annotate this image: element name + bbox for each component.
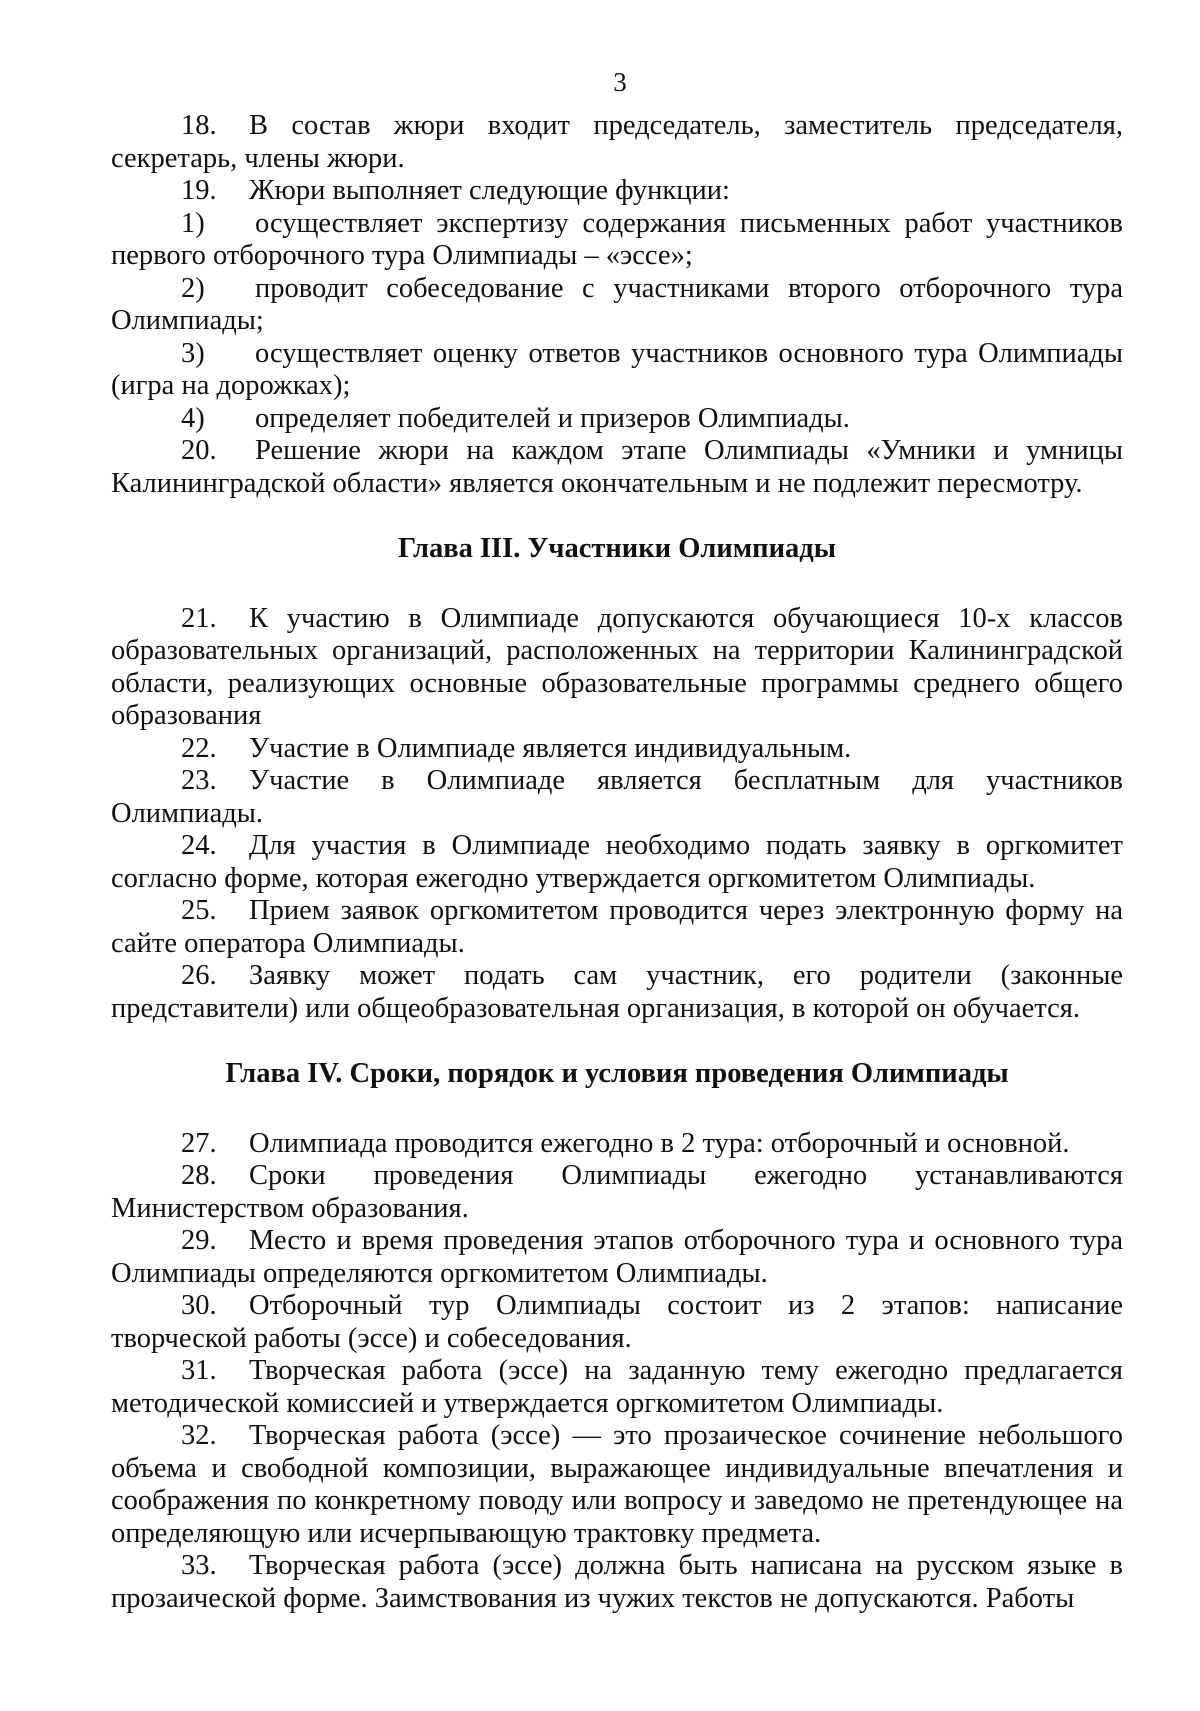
paragraph-31	[111, 1355, 1123, 1420]
paragraph-32	[111, 1420, 1123, 1550]
chapter-4-heading: Глава IV. Сроки, порядок и условия проведения Олимпиады	[225, 1058, 1009, 1089]
paragraph-20	[111, 435, 1123, 500]
paragraph-number: 27.	[181, 1127, 217, 1159]
paragraph-text: К участию в Олимпиаде допускаются обучающиеся 10-х классов образовательных организаций, расположенных на территории Калининградской области, реализующих основные образовательные программы среднего общего образования	[111, 602, 1123, 731]
paragraph-text: Отборочный тур Олимпиады состоит из 2 этапов: написание творческой работы (эссе) и собеседования.	[111, 1290, 1123, 1354]
paragraph-18	[111, 110, 1123, 175]
paragraph-number: 26.	[181, 960, 217, 991]
paragraph-30	[111, 1290, 1123, 1355]
paragraph-text: Олимпиада проводится ежегодно в 2 тура: отборочный и основной.	[249, 1127, 1070, 1159]
subitem-number: 3)	[181, 337, 205, 369]
paragraph-22	[111, 733, 1123, 766]
paragraph-number: 20.	[181, 435, 217, 466]
paragraph-text: Творческая работа (эссе) должна быть написана на русском языке в прозаической форме. Заимствования из чужих текстов не допускаются. Работы	[111, 1550, 1123, 1614]
paragraph-text: Жюри выполняет следующие функции:	[249, 175, 730, 206]
paragraph-number: 22.	[181, 732, 217, 764]
subitem-number: 4)	[181, 402, 205, 434]
paragraph-24	[111, 830, 1123, 895]
paragraph-text: Для участия в Олимпиаде необходимо подать заявку в оргкомитет согласно форме, которая ежегодно утверждается оргкомитетом Олимпиады.	[111, 830, 1123, 894]
subitem-text: определяет победителей и призеров Олимпиады.	[255, 402, 850, 434]
paragraph-text: Участие в Олимпиаде является бесплатным для участников Олимпиады.	[111, 765, 1123, 829]
paragraph-21	[111, 603, 1123, 733]
chapter-3-heading: Глава III. Участники Олимпиады	[398, 533, 836, 564]
paragraph-26	[111, 960, 1123, 1025]
document-body	[111, 110, 1123, 1615]
paragraph-text: Сроки проведения Олимпиады ежегодно устанавливаются Министерством образования.	[111, 1160, 1123, 1224]
paragraph-number: 21.	[181, 602, 217, 634]
subitem-number: 1)	[181, 207, 205, 239]
paragraph-number: 23.	[181, 765, 217, 796]
paragraph-text: Место и время проведения этапов отборочного тура и основного тура Олимпиады определяются оргкомитетом Олимпиады.	[111, 1225, 1123, 1289]
paragraph-23	[111, 765, 1123, 830]
paragraph-number: 31.	[181, 1355, 217, 1386]
paragraph-text: Решение жюри на каждом этапе Олимпиады «Умники и умницы Калининградской области» является окончательным и не подлежит пересмотру.	[111, 435, 1123, 499]
paragraph-text: В состав жюри входит председатель, заместитель председателя, секретарь, члены жюри.	[111, 110, 1123, 174]
paragraph-number: 33.	[181, 1550, 217, 1581]
paragraph-number: 28.	[181, 1160, 217, 1191]
paragraph-33	[111, 1550, 1123, 1615]
paragraph-text: Участие в Олимпиаде является индивидуальным.	[249, 732, 852, 764]
paragraph-number: 29.	[181, 1225, 217, 1256]
subitem-number: 2)	[181, 272, 205, 304]
subitem-1	[111, 208, 1123, 273]
paragraph-19	[111, 175, 1123, 208]
subitem-3	[111, 338, 1123, 403]
paragraph-text: Творческая работа (эссе) на заданную тему ежегодно предлагается методической комиссией и утверждается оргкомитетом Олимпиады.	[111, 1355, 1123, 1419]
paragraph-number: 19.	[181, 175, 217, 206]
subitem-text: осуществляет экспертизу содержания письменных работ участников первого отборочного тура Олимпиады – «эссе»;	[111, 207, 1123, 271]
subitem-text: осуществляет оценку ответов участников основного тура Олимпиады (игра на дорожках);	[111, 337, 1123, 401]
paragraph-27	[111, 1128, 1123, 1161]
paragraph-number: 25.	[181, 895, 217, 926]
paragraph-text: Прием заявок оргкомитетом проводится через электронную форму на сайте оператора Олимпиады.	[111, 895, 1123, 959]
paragraph-number: 18.	[181, 110, 217, 141]
paragraph-number: 32.	[181, 1420, 217, 1451]
paragraph-25	[111, 895, 1123, 960]
page-number: 3	[613, 67, 627, 97]
paragraph-29	[111, 1225, 1123, 1290]
subitem-4	[111, 403, 1123, 436]
paragraph-28	[111, 1160, 1123, 1225]
paragraph-text: Заявку может подать сам участник, его родители (законные представители) или общеобразовательная организация, в которой он обучается.	[111, 960, 1123, 1024]
paragraph-text: Творческая работа (эссе) — это прозаическое сочинение небольшого объема и свободной композиции, выражающее индивидуальные впечатления и соображения по конкретному поводу или вопросу и заведомо не претендующее на определяющую или исчерпывающую трактовку предмета.	[111, 1420, 1123, 1549]
paragraph-number: 30.	[181, 1290, 217, 1321]
subitem-2	[111, 273, 1123, 338]
paragraph-number: 24.	[181, 830, 217, 861]
subitem-text: проводит собеседование с участниками второго отборочного тура Олимпиады;	[111, 272, 1123, 336]
